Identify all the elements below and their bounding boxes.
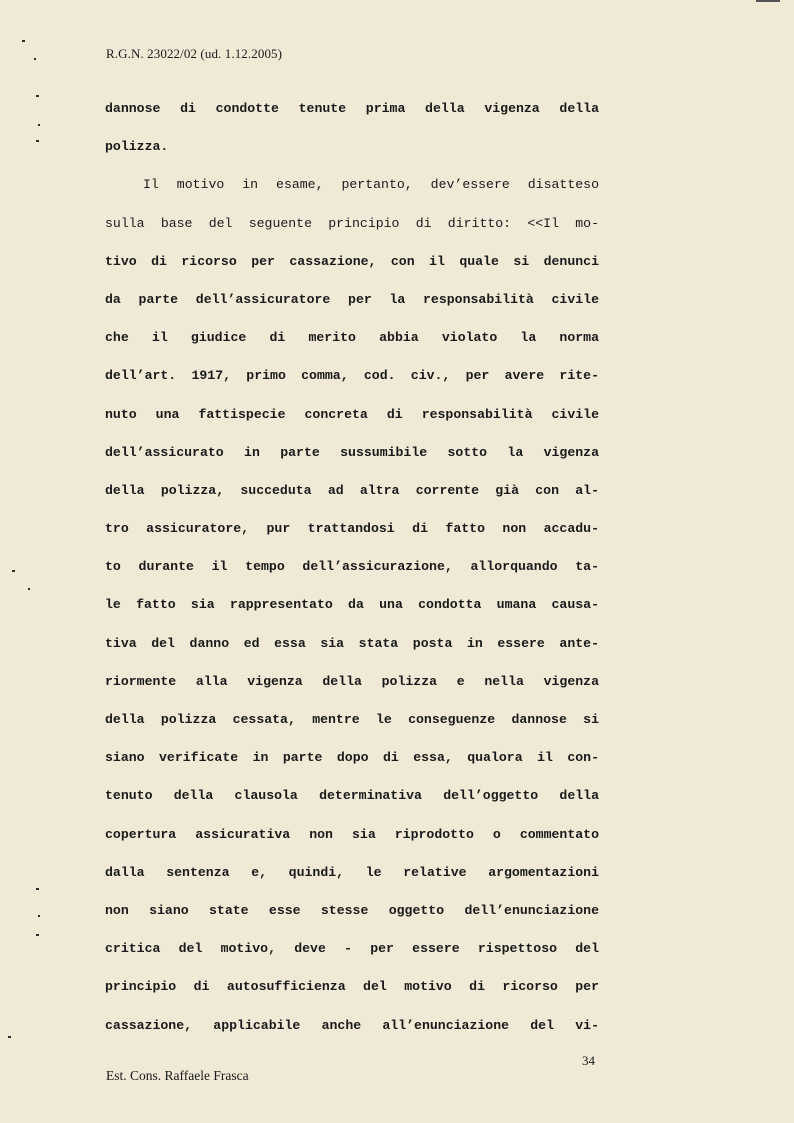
text-line: dannose di condotte tenute prima della vigenza della [105,101,599,116]
scan-speck [8,1036,11,1038]
text-line: critica del motivo, deve - per essere rispettoso del [105,941,599,957]
scan-mark [756,0,780,2]
scan-speck [22,40,25,42]
scan-speck [38,124,40,126]
text-line: dell’assicurato in parte sussumibile sotto la vigenza [105,444,599,460]
document-body [105,90,599,1045]
text-line: della polizza cessata, mentre le conseguenze dannose si [105,712,599,727]
text-line: to durante il tempo dell’assicurazione, allorquando ta- [105,559,599,575]
text-line: tenuto della clausola determinativa dell’oggetto della [105,788,599,804]
text-line: le fatto sia rappresentato da una condotta umana causa- [105,597,599,613]
page-number: 34 [582,1053,595,1068]
text-line: polizza. [105,139,169,155]
scan-speck [36,934,39,936]
text-line: principio di autosufficienza del motivo di ricorso per [105,979,599,995]
scan-speck [34,58,36,60]
text-line: tivo di ricorso per cassazione, con il quale si denunci [105,253,599,269]
text-line: dalla sentenza e, quindi, le relative argomentazioni [105,864,599,880]
scan-speck [12,570,15,572]
text-line: cassazione, applicabile anche all’enunciazione del vi- [105,1017,599,1033]
text-line: da parte dell’assicuratore per la responsabilità civile [105,291,599,307]
scan-speck [28,588,30,590]
scan-speck [36,140,39,142]
text-line: sulla base del seguente principio di diritto: <<Il mo- [105,215,599,231]
case-reference-header: R.G.N. 23022/02 (ud. 1.12.2005) [106,46,283,61]
text-line: Il motivo in esame, pertanto, dev’essere disatteso [143,177,599,193]
text-line: dell’art. 1917, primo comma, cod. civ., per avere rite- [105,368,599,384]
text-line: tro assicuratore, pur trattandosi di fatto non accadu- [105,521,599,537]
text-line: copertura assicurativa non sia riprodotto o commentato [105,826,599,842]
text-line: tiva del danno ed essa sia stata posta in essere ante- [105,635,599,651]
text-line: che il giudice di merito abbia violato la norma [105,330,599,346]
text-line: nuto una fattispecie concreta di responsabilità civile [105,406,599,422]
text-line: della polizza, succeduta ad altra corrente già con al- [105,482,599,498]
text-line: non siano state esse stesse oggetto dell’enunciazione [105,902,599,918]
scan-speck [38,915,40,917]
text-line: riormente alla vigenza della polizza e nella vigenza [105,673,599,689]
scan-speck [36,888,39,890]
footer-author: Est. Cons. Raffaele Frasca [106,1068,249,1083]
text-line: siano verificate in parte dopo di essa, qualora il con- [105,750,599,766]
scan-speck [36,95,39,97]
